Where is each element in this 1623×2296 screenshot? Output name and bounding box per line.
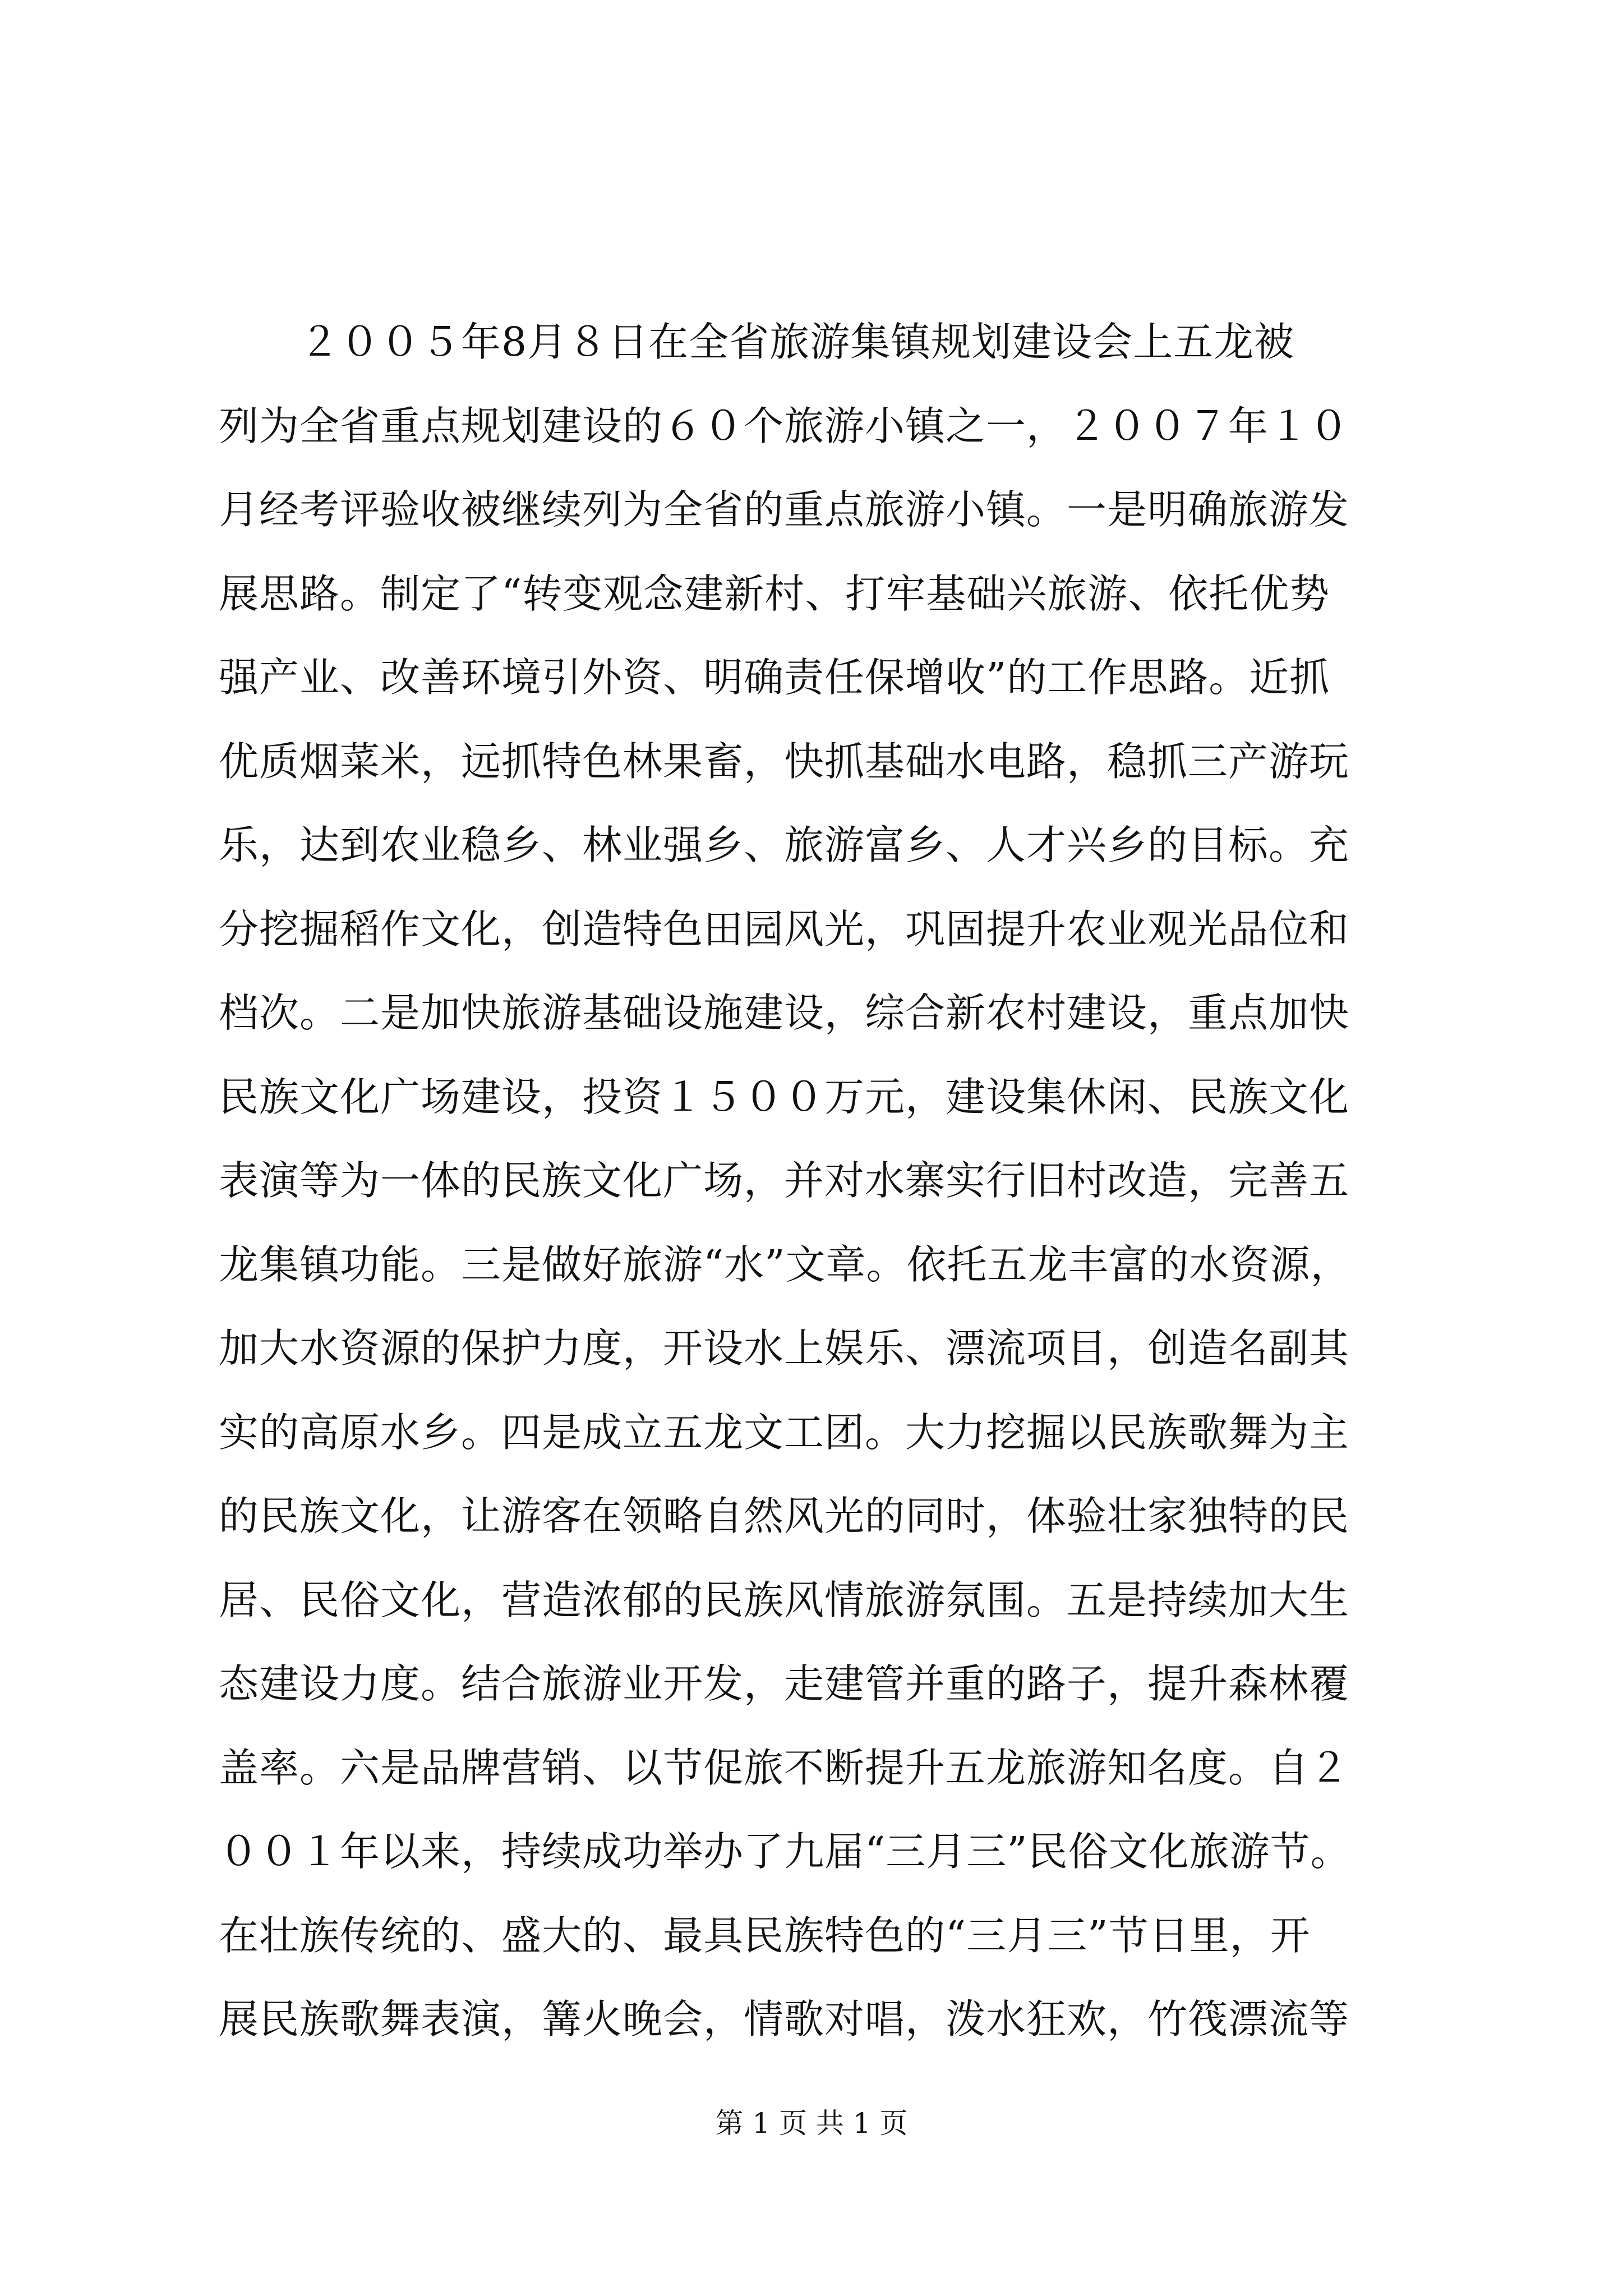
text-line: ００１年以来，持续成功举办了九届“三月三”民俗文化旅游节。 <box>219 1828 1351 1875</box>
text-line: 盖率。六是品牌营销、以节促旅不断提升五龙旅游知名度。自２ <box>219 1744 1350 1791</box>
text-line: ２００５年8月８日在全省旅游集镇规划建设会上五龙被 <box>219 319 1295 365</box>
text-line: 强产业、改善环境引外资、明确责任保增收”的工作思路。近抓 <box>219 654 1330 701</box>
page-footer <box>0 2101 1623 2141</box>
text-line: 民族文化广场建设，投资１５００万元，建设集休闲、民族文化 <box>219 1073 1350 1120</box>
body-paragraph <box>219 300 1413 2062</box>
text-line: 分挖掘稻作文化，创造特色田园风光，巩固提升农业观光品位和 <box>219 905 1350 953</box>
text-line: 在壮族传统的、盛大的、最具民族特色的“三月三”节日里，开 <box>219 1912 1311 1959</box>
text-line: 态建设力度。结合旅游业开发，走建管并重的路子，提升森林覆 <box>219 1660 1350 1707</box>
text-line: 居、民俗文化，营造浓郁的民族风情旅游氛围。五是持续加大生 <box>219 1576 1350 1623</box>
page-number-label: 第 1 页 共 1 页 <box>715 2107 908 2139</box>
text-line: 月经考评验收被继续列为全省的重点旅游小镇。一是明确旅游发 <box>219 486 1350 533</box>
text-line: 乐，达到农业稳乡、林业强乡、旅游富乡、人才兴乡的目标。充 <box>219 822 1350 868</box>
text-line: 加大水资源的保护力度，开设水上娱乐、漂流项目，创造名副其 <box>219 1325 1350 1372</box>
text-line: 龙集镇功能。三是做好旅游“水”文章。依托五龙丰富的水资源， <box>219 1241 1351 1288</box>
text-line: 列为全省重点规划建设的６０个旅游小镇之一，２００７年１０ <box>219 402 1350 449</box>
text-line: 表演等为一体的民族文化广场，并对水寨实行旧村改造，完善五 <box>219 1157 1350 1204</box>
text-line: 的民族文化，让游客在领略自然风光的同时，体验壮家独特的民 <box>219 1493 1350 1539</box>
text-line: 档次。二是加快旅游基础设施建设，综合新农村建设，重点加快 <box>219 990 1350 1036</box>
text-line: 实的高原水乡。四是成立五龙文工团。大力挖掘以民族歌舞为主 <box>219 1409 1350 1456</box>
text-line: 展民族歌舞表演，篝火晚会，情歌对唱，泼水狂欢，竹筏漂流等 <box>219 1996 1350 2042</box>
text-line: 展思路。制定了“转变观念建新村、打牢基础兴旅游、依托优势 <box>219 570 1330 617</box>
text-line: 优质烟菜米，远抓特色林果畜，快抓基础水电路，稳抓三产游玩 <box>219 738 1350 785</box>
